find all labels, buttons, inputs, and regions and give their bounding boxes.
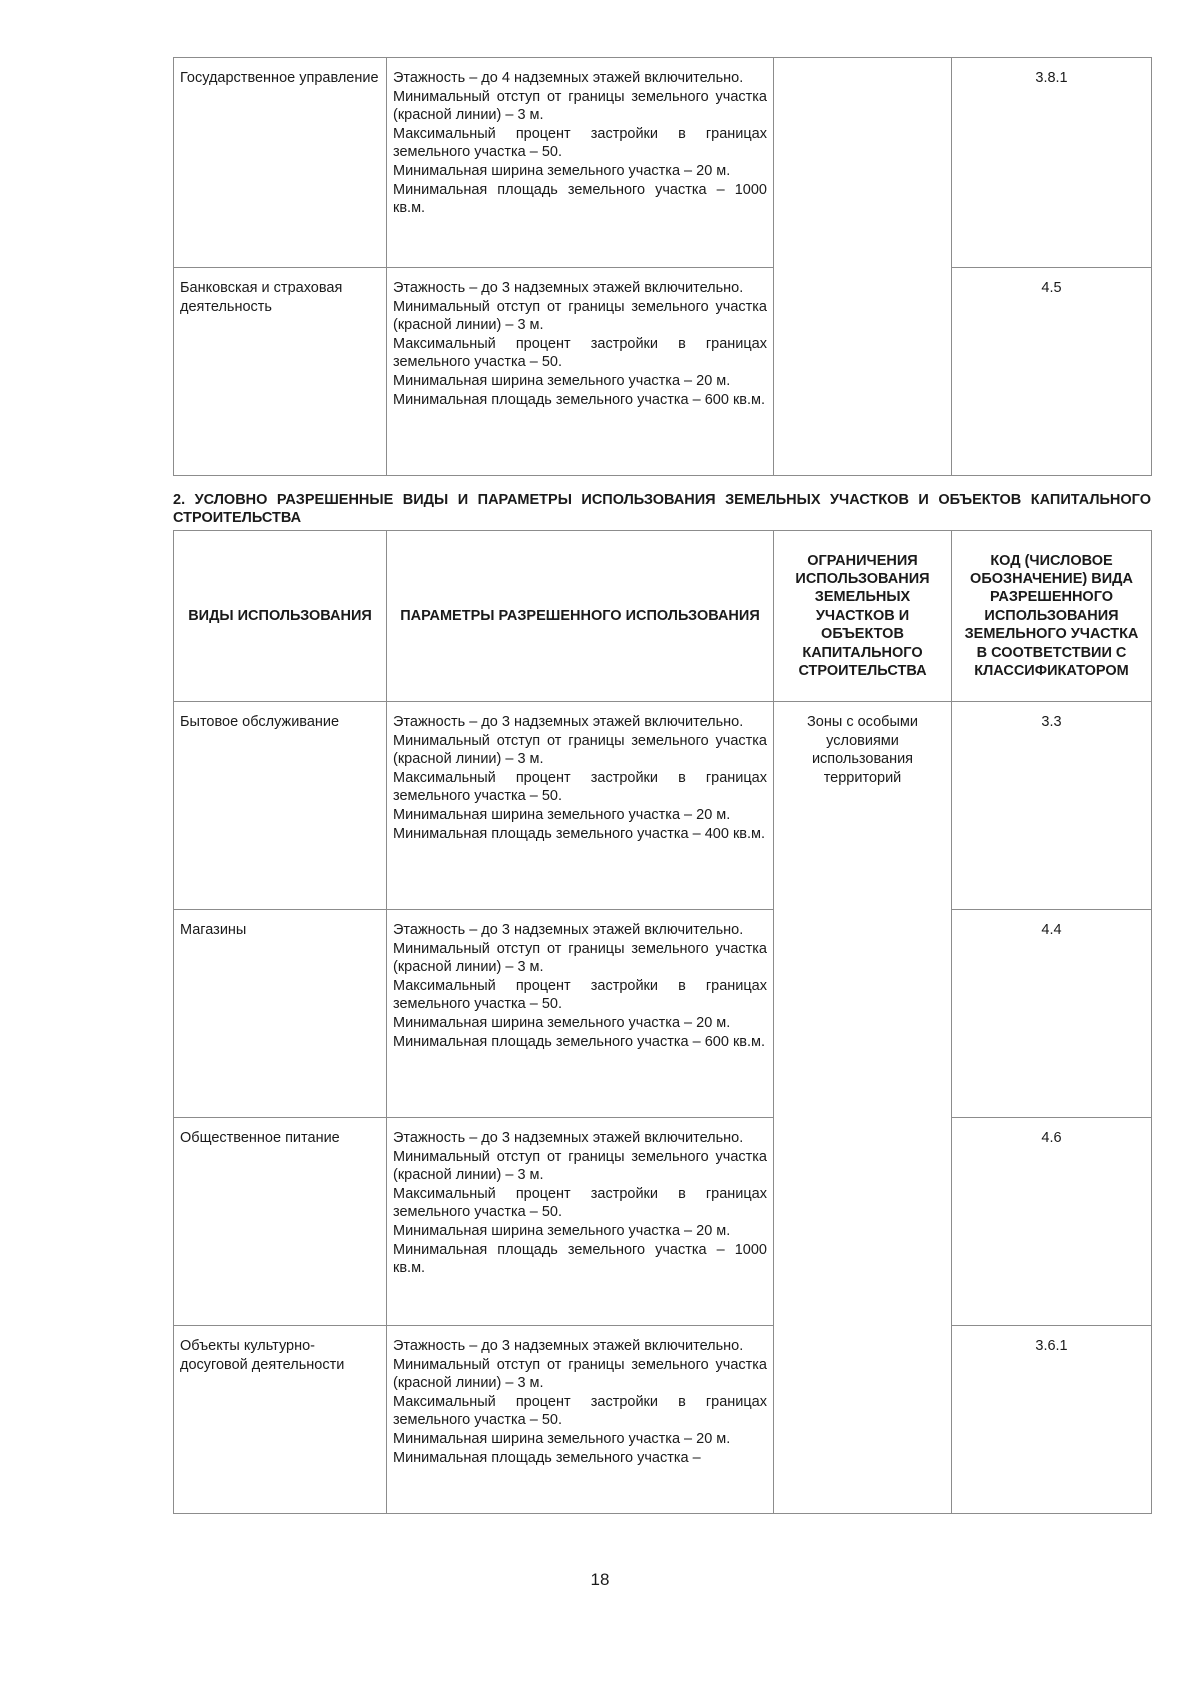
table-row: [174, 910, 1152, 1118]
restrictions-cell: Зоны с особыми условиями использования территорий: [774, 702, 952, 1514]
param-floors: Этажность – до 3 надземных этажей включительно.: [393, 1338, 744, 1354]
header-types: ВИДЫ ИСПОЛЬЗОВАНИЯ: [174, 531, 387, 702]
params-cell: [387, 910, 774, 1118]
param-setback: Минимальный отступ от границы земельного участка (красной линии) – 3 м.: [393, 1148, 767, 1184]
param-coverage: Максимальный процент застройки в границах земельного участка – 50.: [393, 1393, 767, 1429]
code-cell: 3.6.1: [952, 1326, 1152, 1514]
param-floors: Этажность – до 3 надземных этажей включительно.: [393, 1130, 744, 1146]
restrictions-cell: [774, 58, 952, 476]
param-min-width: Минимальная ширина земельного участка – 20 м.: [393, 372, 731, 389]
param-floors: Этажность – до 3 надземных этажей включительно.: [393, 280, 744, 296]
params-cell: [387, 1326, 774, 1514]
param-setback: Минимальный отступ от границы земельного участка (красной линии) – 3 м.: [393, 732, 767, 768]
header-code: КОД (ЧИСЛОВОЕ ОБОЗНАЧЕНИЕ) ВИДА РАЗРЕШЕННОГО ИСПОЛЬЗОВАНИЯ ЗЕМЕЛЬНОГО УЧАСТКА В СООТВЕТСТВИИ С КЛАССИФИКАТОРОМ: [952, 531, 1152, 702]
param-min-width: Минимальная ширина земельного участка – 20 м.: [393, 162, 731, 179]
use-type-cell: Объекты культурно-досуговой деятельности: [174, 1326, 387, 1514]
param-coverage: Максимальный процент застройки в границах земельного участка – 50.: [393, 1185, 767, 1221]
table-row: [174, 1326, 1152, 1514]
param-min-area: Минимальная площадь земельного участка – 600 кв.м.: [393, 391, 766, 408]
param-min-area: Минимальная площадь земельного участка – 400 кв.м.: [393, 825, 766, 842]
param-min-area: Минимальная площадь земельного участка –: [393, 1449, 701, 1466]
conditional-uses-table: [173, 530, 1152, 1514]
page-number: 18: [590, 1570, 610, 1589]
param-min-area: Минимальная площадь земельного участка – 1000 кв.м.: [393, 181, 767, 217]
table-row: [174, 1118, 1152, 1326]
param-min-width: Минимальная ширина земельного участка – 20 м.: [393, 1430, 731, 1447]
param-min-width: Минимальная ширина земельного участка – 20 м.: [393, 1222, 731, 1239]
code-cell: 4.6: [952, 1118, 1152, 1326]
param-floors: Этажность – до 3 надземных этажей включительно.: [393, 714, 744, 730]
params-cell: [387, 58, 774, 268]
use-type-cell: Государственное управление: [174, 58, 387, 268]
code-cell: 3.3: [952, 702, 1152, 910]
use-type-cell: Банковская и страховая деятельность: [174, 268, 387, 476]
param-floors: Этажность – до 3 надземных этажей включительно.: [393, 922, 744, 938]
param-coverage: Максимальный процент застройки в границах земельного участка – 50.: [393, 769, 767, 805]
code-cell: 4.4: [952, 910, 1152, 1118]
param-setback: Минимальный отступ от границы земельного участка (красной линии) – 3 м.: [393, 298, 767, 334]
param-setback: Минимальный отступ от границы земельного участка (красной линии) – 3 м.: [393, 1356, 767, 1392]
param-floors: Этажность – до 4 надземных этажей включительно.: [393, 70, 744, 86]
param-coverage: Максимальный процент застройки в границах земельного участка – 50.: [393, 335, 767, 371]
table-row: [174, 58, 1152, 268]
params-cell: [387, 702, 774, 910]
section-title: 2. УСЛОВНО РАЗРЕШЕННЫЕ ВИДЫ И ПАРАМЕТРЫ ИСПОЛЬЗОВАНИЯ ЗЕМЕЛЬНЫХ УЧАСТКОВ И ОБЪЕКТОВ КАПИТАЛЬНОГО СТРОИТЕЛЬСТВА: [173, 492, 1151, 526]
param-min-area: Минимальная площадь земельного участка – 600 кв.м.: [393, 1033, 766, 1050]
param-min-width: Минимальная ширина земельного участка – 20 м.: [393, 806, 731, 823]
code-cell: 3.8.1: [952, 58, 1152, 268]
params-cell: [387, 1118, 774, 1326]
param-setback: Минимальный отступ от границы земельного участка (красной линии) – 3 м.: [393, 88, 767, 124]
params-cell: [387, 268, 774, 476]
use-type-cell: Бытовое обслуживание: [174, 702, 387, 910]
code-cell: 4.5: [952, 268, 1152, 476]
header-params: ПАРАМЕТРЫ РАЗРЕШЕННОГО ИСПОЛЬЗОВАНИЯ: [387, 531, 774, 702]
table-header-row: [174, 531, 1152, 702]
param-min-area: Минимальная площадь земельного участка – 1000 кв.м.: [393, 1241, 767, 1277]
table-row: [174, 702, 1152, 910]
param-coverage: Максимальный процент застройки в границах земельного участка – 50.: [393, 977, 767, 1013]
use-type-cell: Магазины: [174, 910, 387, 1118]
table-row: [174, 268, 1152, 476]
param-min-width: Минимальная ширина земельного участка – 20 м.: [393, 1014, 731, 1031]
use-type-cell: Общественное питание: [174, 1118, 387, 1326]
header-restrictions: ОГРАНИЧЕНИЯ ИСПОЛЬЗОВАНИЯ ЗЕМЕЛЬНЫХ УЧАСТКОВ И ОБЪЕКТОВ КАПИТАЛЬНОГО СТРОИТЕЛЬСТВА: [774, 531, 952, 702]
continued-table: [173, 57, 1152, 476]
param-coverage: Максимальный процент застройки в границах земельного участка – 50.: [393, 125, 767, 161]
param-setback: Минимальный отступ от границы земельного участка (красной линии) – 3 м.: [393, 940, 767, 976]
